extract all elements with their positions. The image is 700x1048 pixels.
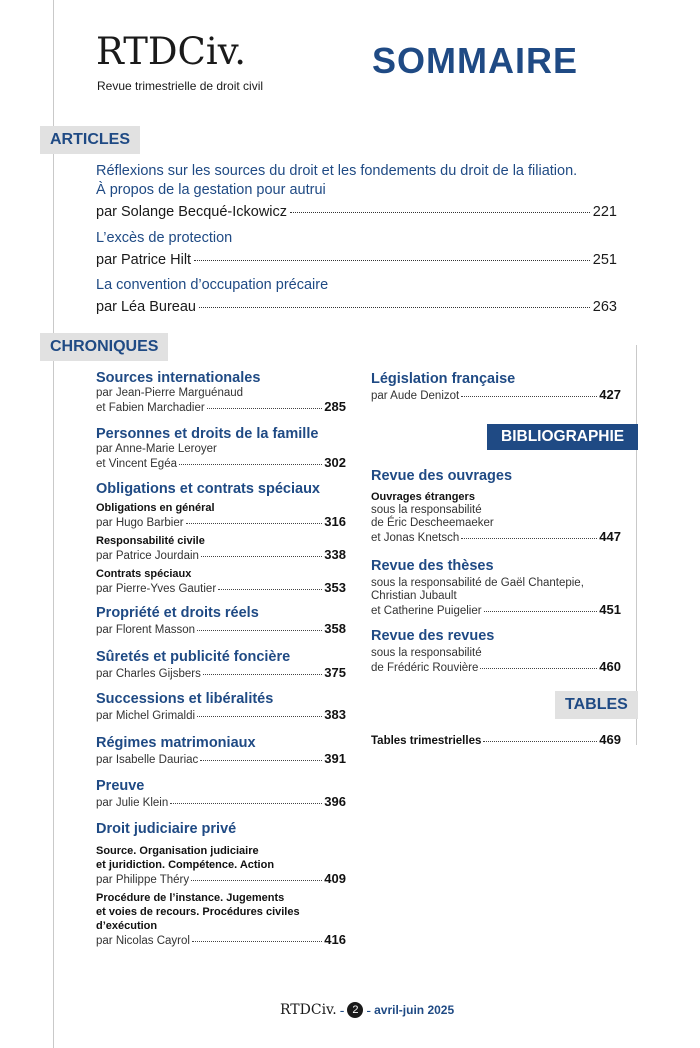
page-number: 285 [324,399,346,414]
page-number: 391 [324,751,346,766]
left-rule [53,0,54,1048]
journal-subtitle: Revue trimestrielle de droit civil [97,79,264,93]
article-byline [96,204,617,220]
chronique-subtitle: Source. Organisation judiciaire [96,845,259,857]
footer-separator: - [366,1002,372,1018]
tables-label: Tables trimestrielles [371,735,482,747]
journal-logo: RTDCiv. [96,30,246,73]
article-author: par Léa Bureau [96,299,196,315]
page-footer [280,1002,454,1018]
biblio-author: de Éric Descheemaeker [371,517,494,529]
chronique-propriete[interactable] [96,604,346,637]
chronique-personnes[interactable] [96,425,346,471]
leader-dots [484,611,598,612]
leader-dots [461,538,597,539]
leader-dots [483,741,597,742]
chronique-author: par Isabelle Dauriac [96,754,199,766]
page-number: 469 [599,732,621,747]
chronique-author: et Fabien Marchadier [96,402,205,414]
biblio-author: et Catherine Puigelier [371,605,482,617]
chronique-title: Personnes et droits de la famille [96,426,319,442]
chronique-author: par Philippe Théry [96,874,190,886]
page-number: 316 [324,514,346,529]
page-number: 427 [599,387,621,402]
chronique-author: par Patrice Jourdain [96,550,199,562]
biblio-author: de Frédéric Rouvière [371,662,479,674]
chronique-title: Législation française [371,371,516,387]
page-number: 353 [324,580,346,595]
leader-dots [186,523,323,524]
biblio-revues[interactable] [371,627,621,675]
biblio-byline [371,530,621,545]
chronique-regimes[interactable] [96,734,346,767]
footer-separator: - [339,1002,345,1018]
article-byline [96,299,617,315]
page-number: 383 [324,707,346,722]
leader-dots [170,803,322,804]
chronique-author: par Pierre-Yves Gautier [96,583,217,595]
biblio-author: et Jonas Knetsch [371,532,460,544]
leader-dots [197,716,322,717]
biblio-author: sous la responsabilité de Gaël Chantepie, [371,577,584,589]
biblio-title: Revue des ouvrages [371,468,513,484]
biblio-ouvrages[interactable] [371,467,621,545]
leader-dots [480,668,597,669]
chronique-author: par Anne-Marie Leroyer [96,443,217,455]
leader-dots [461,396,597,397]
chronique-subtitle: Obligations en général [96,502,215,514]
chronique-byline [96,666,346,681]
chronique-legislation[interactable] [371,370,621,403]
chronique-sources[interactable] [96,369,346,415]
chronique-author: par Nicolas Cayrol [96,935,190,947]
issue-number: 2 [347,1002,363,1018]
chronique-title: Obligations et contrats spéciaux [96,481,320,497]
page-number: 447 [599,529,621,544]
chronique-subtitle: et juridiction. Compétence. Action [96,859,275,871]
chronique-title: Droit judiciaire privé [96,821,237,837]
article-title: Réflexions sur les sources du droit et les fondements du droit de la filiation. [96,163,578,179]
biblio-title: Revue des thèses [371,558,494,574]
page-number: 460 [599,659,621,674]
chronique-title: Régimes matrimoniaux [96,735,256,751]
chronique-author: par Julie Klein [96,797,169,809]
page-number: 302 [324,455,346,470]
section-tab-articles: ARTICLES [40,126,140,154]
section-tab-chroniques: CHRONIQUES [40,333,168,361]
chronique-obligations[interactable] [96,480,346,596]
biblio-author: sous la responsabilité [371,504,482,516]
biblio-byline [371,603,621,618]
chronique-author: par Florent Masson [96,624,196,636]
biblio-theses[interactable] [371,557,621,618]
biblio-author: sous la responsabilité [371,647,482,659]
page-number: 358 [324,621,346,636]
chronique-title: Sources internationales [96,370,261,386]
leader-dots [200,760,322,761]
page-number: 251 [592,252,617,268]
chronique-byline [96,548,346,563]
chronique-title: Preuve [96,778,145,794]
chronique-title: Sûretés et publicité foncière [96,649,291,665]
chronique-subtitle: et voies de recours. Procédures civiles [96,906,300,918]
biblio-author: Christian Jubault [371,590,457,602]
chronique-byline [96,933,346,948]
chronique-title: Successions et libéralités [96,691,274,707]
chronique-subtitle: Contrats spéciaux [96,568,192,580]
biblio-byline [371,660,621,675]
footer-logo: RTDCiv. [280,1002,337,1018]
chronique-byline [96,872,346,887]
chronique-author: par Aude Denizot [371,390,460,402]
leader-dots [207,408,323,409]
chronique-preuve[interactable] [96,777,346,810]
leader-dots [203,674,322,675]
chronique-subtitle: Procédure de l’instance. Jugements [96,892,285,904]
chronique-title: Propriété et droits réels [96,605,259,621]
chronique-byline [96,752,346,767]
article-3[interactable] [96,276,617,315]
section-tab-tables: TABLES [555,691,638,719]
chronique-byline [96,795,346,810]
page-number: 221 [592,204,617,220]
leader-dots [192,941,322,942]
issue-date: avril-juin 2025 [374,1003,455,1017]
chronique-author: par Charles Gijsbers [96,668,201,680]
page-number: 451 [599,602,621,617]
article-1[interactable] [96,162,617,220]
leader-dots [179,464,322,465]
leader-dots [218,589,322,590]
chronique-author: et Vincent Egéa [96,458,177,470]
article-2[interactable] [96,229,617,268]
leader-dots [191,880,322,881]
article-byline [96,252,617,268]
article-title: À propos de la gestation pour autrui [96,182,326,198]
page-number: 263 [592,299,617,315]
chronique-author: par Michel Grimaldi [96,710,196,722]
chronique-subtitle: d’exécution [96,920,158,932]
tables-entry[interactable] [371,733,621,748]
leader-dots [199,307,590,308]
biblio-title: Revue des revues [371,628,495,644]
page-number: 409 [324,871,346,886]
chronique-author: par Hugo Barbier [96,517,184,529]
chronique-byline [96,456,346,471]
page-number: 396 [324,794,346,809]
tables-byline [371,733,621,748]
chronique-byline [96,515,346,530]
article-title: La convention d’occupation précaire [96,277,329,293]
chronique-byline [371,388,621,403]
page-number: 338 [324,547,346,562]
page-number: 416 [324,932,346,947]
section-tab-bibliographie: BIBLIOGRAPHIE [487,424,638,450]
article-title: L’excès de protection [96,230,233,246]
leader-dots [194,260,590,261]
chronique-subtitle: Responsabilité civile [96,535,205,547]
biblio-subtitle: Ouvrages étrangers [371,491,475,503]
chronique-successions[interactable] [96,690,346,723]
chronique-byline [96,708,346,723]
page-number: 375 [324,665,346,680]
leader-dots [290,212,590,213]
chronique-judiciaire[interactable] [96,820,346,948]
leader-dots [201,556,322,557]
chronique-byline [96,400,346,415]
chronique-byline [96,622,346,637]
page-title: SOMMAIRE [372,40,578,81]
chronique-suretes[interactable] [96,648,346,681]
article-author: par Patrice Hilt [96,252,192,268]
leader-dots [197,630,322,631]
chronique-author: par Jean-Pierre Marguénaud [96,387,244,399]
right-rule [636,345,637,745]
article-author: par Solange Becqué-Ickowicz [96,204,288,220]
chronique-byline [96,581,346,596]
